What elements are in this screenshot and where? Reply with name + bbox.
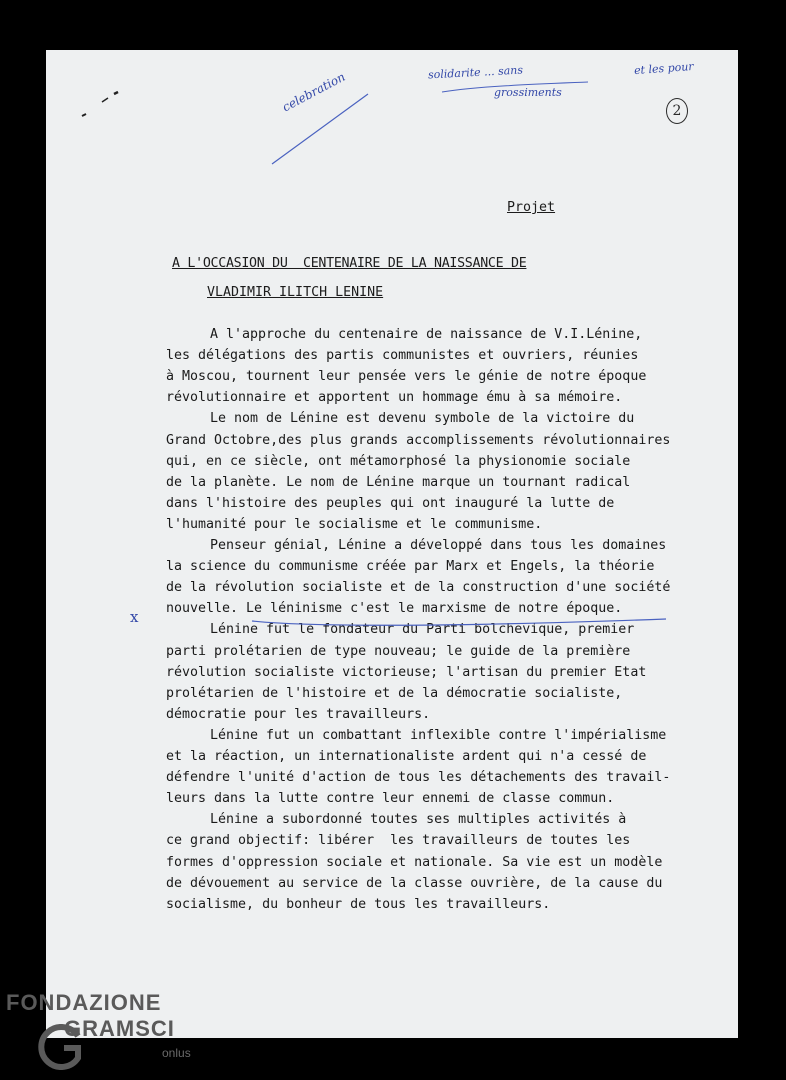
body-line: socialisme, du bonheur de tous les travailleurs.	[166, 896, 551, 912]
body-line: prolétarien de l'histoire et de la démocratie socialiste,	[166, 685, 623, 701]
page-number: 2	[672, 103, 682, 119]
body-line: Lénine fut le fondateur du Parti bolchevique, premier	[210, 622, 635, 638]
annotation-top-middle-2: grossiments	[494, 86, 562, 99]
annotation-stroke-icon	[268, 90, 372, 170]
body-line: Grand Octobre,des plus grands accomplissements révolutionnaires	[166, 432, 671, 448]
annotation-bracket-icon	[440, 80, 590, 94]
body-line: Lénine fut un combattant inflexible contre l'impérialisme	[210, 727, 667, 743]
body-line: leurs dans la lutte contre leur ennemi de classe commun.	[166, 791, 615, 807]
body-line: les délégations des partis communistes et ouvriers, réunies	[166, 348, 639, 364]
margin-mark: x	[130, 608, 139, 626]
fondazione-logo-icon	[34, 1024, 86, 1070]
body-line: ce grand objectif: libérer les travailleurs de toutes les	[166, 833, 631, 849]
document-title-line-2: VLADIMIR ILITCH LENINE	[207, 285, 384, 300]
body-line: dans l'histoire des peuples qui ont inauguré la lutte de	[166, 495, 615, 511]
annotation-celebration: celebration	[280, 69, 348, 115]
body-line: A l'approche du centenaire de naissance de V.I.Lénine,	[210, 327, 643, 342]
body-line: de dévouement au service de la classe ouvrière, de la cause du	[166, 875, 663, 891]
body-line: parti prolétarien de type nouveau; le guide de la première	[166, 643, 631, 659]
watermark-line-1: FONDAZIONE	[6, 990, 162, 1015]
body-line: Lénine a subordonné toutes ses multiples activités à	[210, 812, 627, 828]
body-line: nouvelle. Le léninisme c'est le marxisme de notre époque.	[166, 601, 623, 617]
body-line: l'humanité pour le socialisme et le communisme.	[166, 516, 543, 532]
annotation-top-middle-1: solidarite ... sans	[427, 63, 524, 82]
body-line: de la planète. Le nom de Lénine marque un tournant radical	[166, 474, 631, 490]
annotation-underline-icon	[250, 615, 670, 629]
project-label: Projet	[507, 200, 556, 215]
body-line: qui, en ce siècle, ont métamorphosé la physionomie sociale	[166, 453, 631, 469]
document-title-line-1: A L'OCCASION DU CENTENAIRE DE LA NAISSANCE DE	[172, 256, 527, 271]
page-number-circle	[666, 98, 688, 124]
body-line: révolutionnaire et apportent un hommage ému à sa mémoire.	[166, 390, 623, 406]
body-line: la science du communisme créée par Marx et Engels, la théorie	[166, 559, 655, 575]
body-line: et la réaction, un internationaliste ardent qui n'a cessé de	[166, 749, 647, 764]
body-line: Le nom de Lénine est devenu symbole de la victoire du	[210, 411, 635, 427]
watermark-line-2: GRAMSCI	[64, 1016, 175, 1041]
body-line: Penseur génial, Lénine a développé dans tous les domaines	[210, 538, 667, 553]
ink-mark-icon	[80, 88, 124, 122]
annotation-top-right: et les pour	[633, 59, 694, 78]
body-line: de la révolution socialiste et de la construction d'une société	[166, 580, 671, 596]
body-line: défendre l'unité d'action de tous les détachements des travail-	[166, 770, 671, 786]
body-line: à Moscou, tournent leur pensée vers le génie de notre époque	[166, 369, 647, 385]
body-line: révolution socialiste victorieuse; l'artisan du premier Etat	[166, 664, 647, 680]
watermark-line-3: onlus	[162, 1046, 191, 1060]
body-line: démocratie pour les travailleurs.	[166, 706, 431, 722]
body-line: formes d'oppression sociale et nationale. Sa vie est un modèle	[166, 854, 663, 870]
